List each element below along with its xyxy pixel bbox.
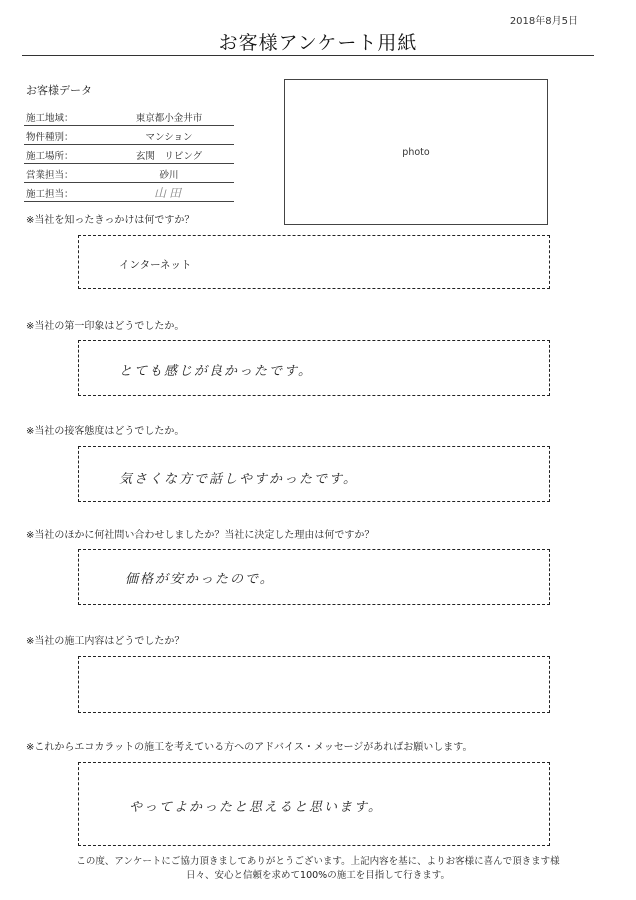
customer-value: 玄関 リビング: [135, 151, 203, 162]
answer-6: やってよかったと思えると思います。: [129, 800, 383, 815]
footer-line-1: この度、アンケートにご協力頂きましてありがとうございます。上記内容を基に、よりお客様に喜んで頂きます様: [76, 856, 560, 867]
customer-row-installer: [24, 183, 234, 202]
survey-date: 2018年8月5日: [509, 16, 578, 27]
question-5: ※当社の施工内容はどうでしたか？: [26, 636, 185, 647]
answer-4: 価格が安かったので。: [125, 572, 275, 587]
customer-value: 砂川: [159, 170, 179, 181]
footer-line-2: 日々、安心と信頼を求めて100%の施工を目指して行きます。: [186, 870, 450, 881]
question-3: ※当社の接客態度はどうでしたか。: [26, 426, 185, 437]
answer-1: インターネット: [119, 259, 192, 271]
customer-label: 物件種別：: [26, 132, 74, 143]
customer-row-property-type: [24, 126, 234, 145]
customer-data-heading: お客様データ: [26, 84, 92, 97]
footer-message: [0, 855, 636, 883]
question-2: ※当社の第一印象はどうでしたか。: [26, 321, 185, 332]
question-1: ※当社を知ったきっかけは何ですか？: [26, 215, 195, 226]
answer-box-1: [78, 235, 550, 289]
answer-3: 気さくな方で話しやすかったです。: [119, 472, 358, 487]
customer-label: 施工場所：: [26, 151, 74, 162]
answer-box-5: [78, 656, 550, 713]
customer-label: 施工担当：: [26, 189, 74, 200]
customer-value: マンション: [145, 132, 193, 143]
question-6: ※これからエコカラットの施工を考えている方へのアドバイス・メッセージがあればお願いします。: [26, 742, 473, 753]
photo-placeholder: [284, 79, 548, 225]
title-underline: [22, 55, 594, 56]
customer-value: 東京都小金井市: [135, 113, 203, 124]
customer-value-handwritten: 山田: [153, 186, 184, 200]
question-4: ※当社のほかに何社問い合わせしましたか？当社に決定した理由は何ですか？: [26, 530, 375, 541]
customer-row-area: [24, 107, 234, 126]
answer-box-6: [78, 762, 550, 846]
answer-box-3: [78, 446, 550, 502]
customer-row-sales-rep: [24, 164, 234, 183]
answer-box-4: [78, 549, 550, 605]
customer-data-table: [24, 107, 234, 202]
customer-label: 施工地域：: [26, 113, 74, 124]
customer-row-location: [24, 145, 234, 164]
answer-box-2: [78, 340, 550, 396]
answer-2: とても感じが良かったです。: [119, 364, 313, 379]
customer-label: 営業担当：: [26, 170, 74, 181]
photo-label: photo: [402, 146, 430, 158]
page-title: お客様アンケート用紙: [218, 32, 418, 54]
